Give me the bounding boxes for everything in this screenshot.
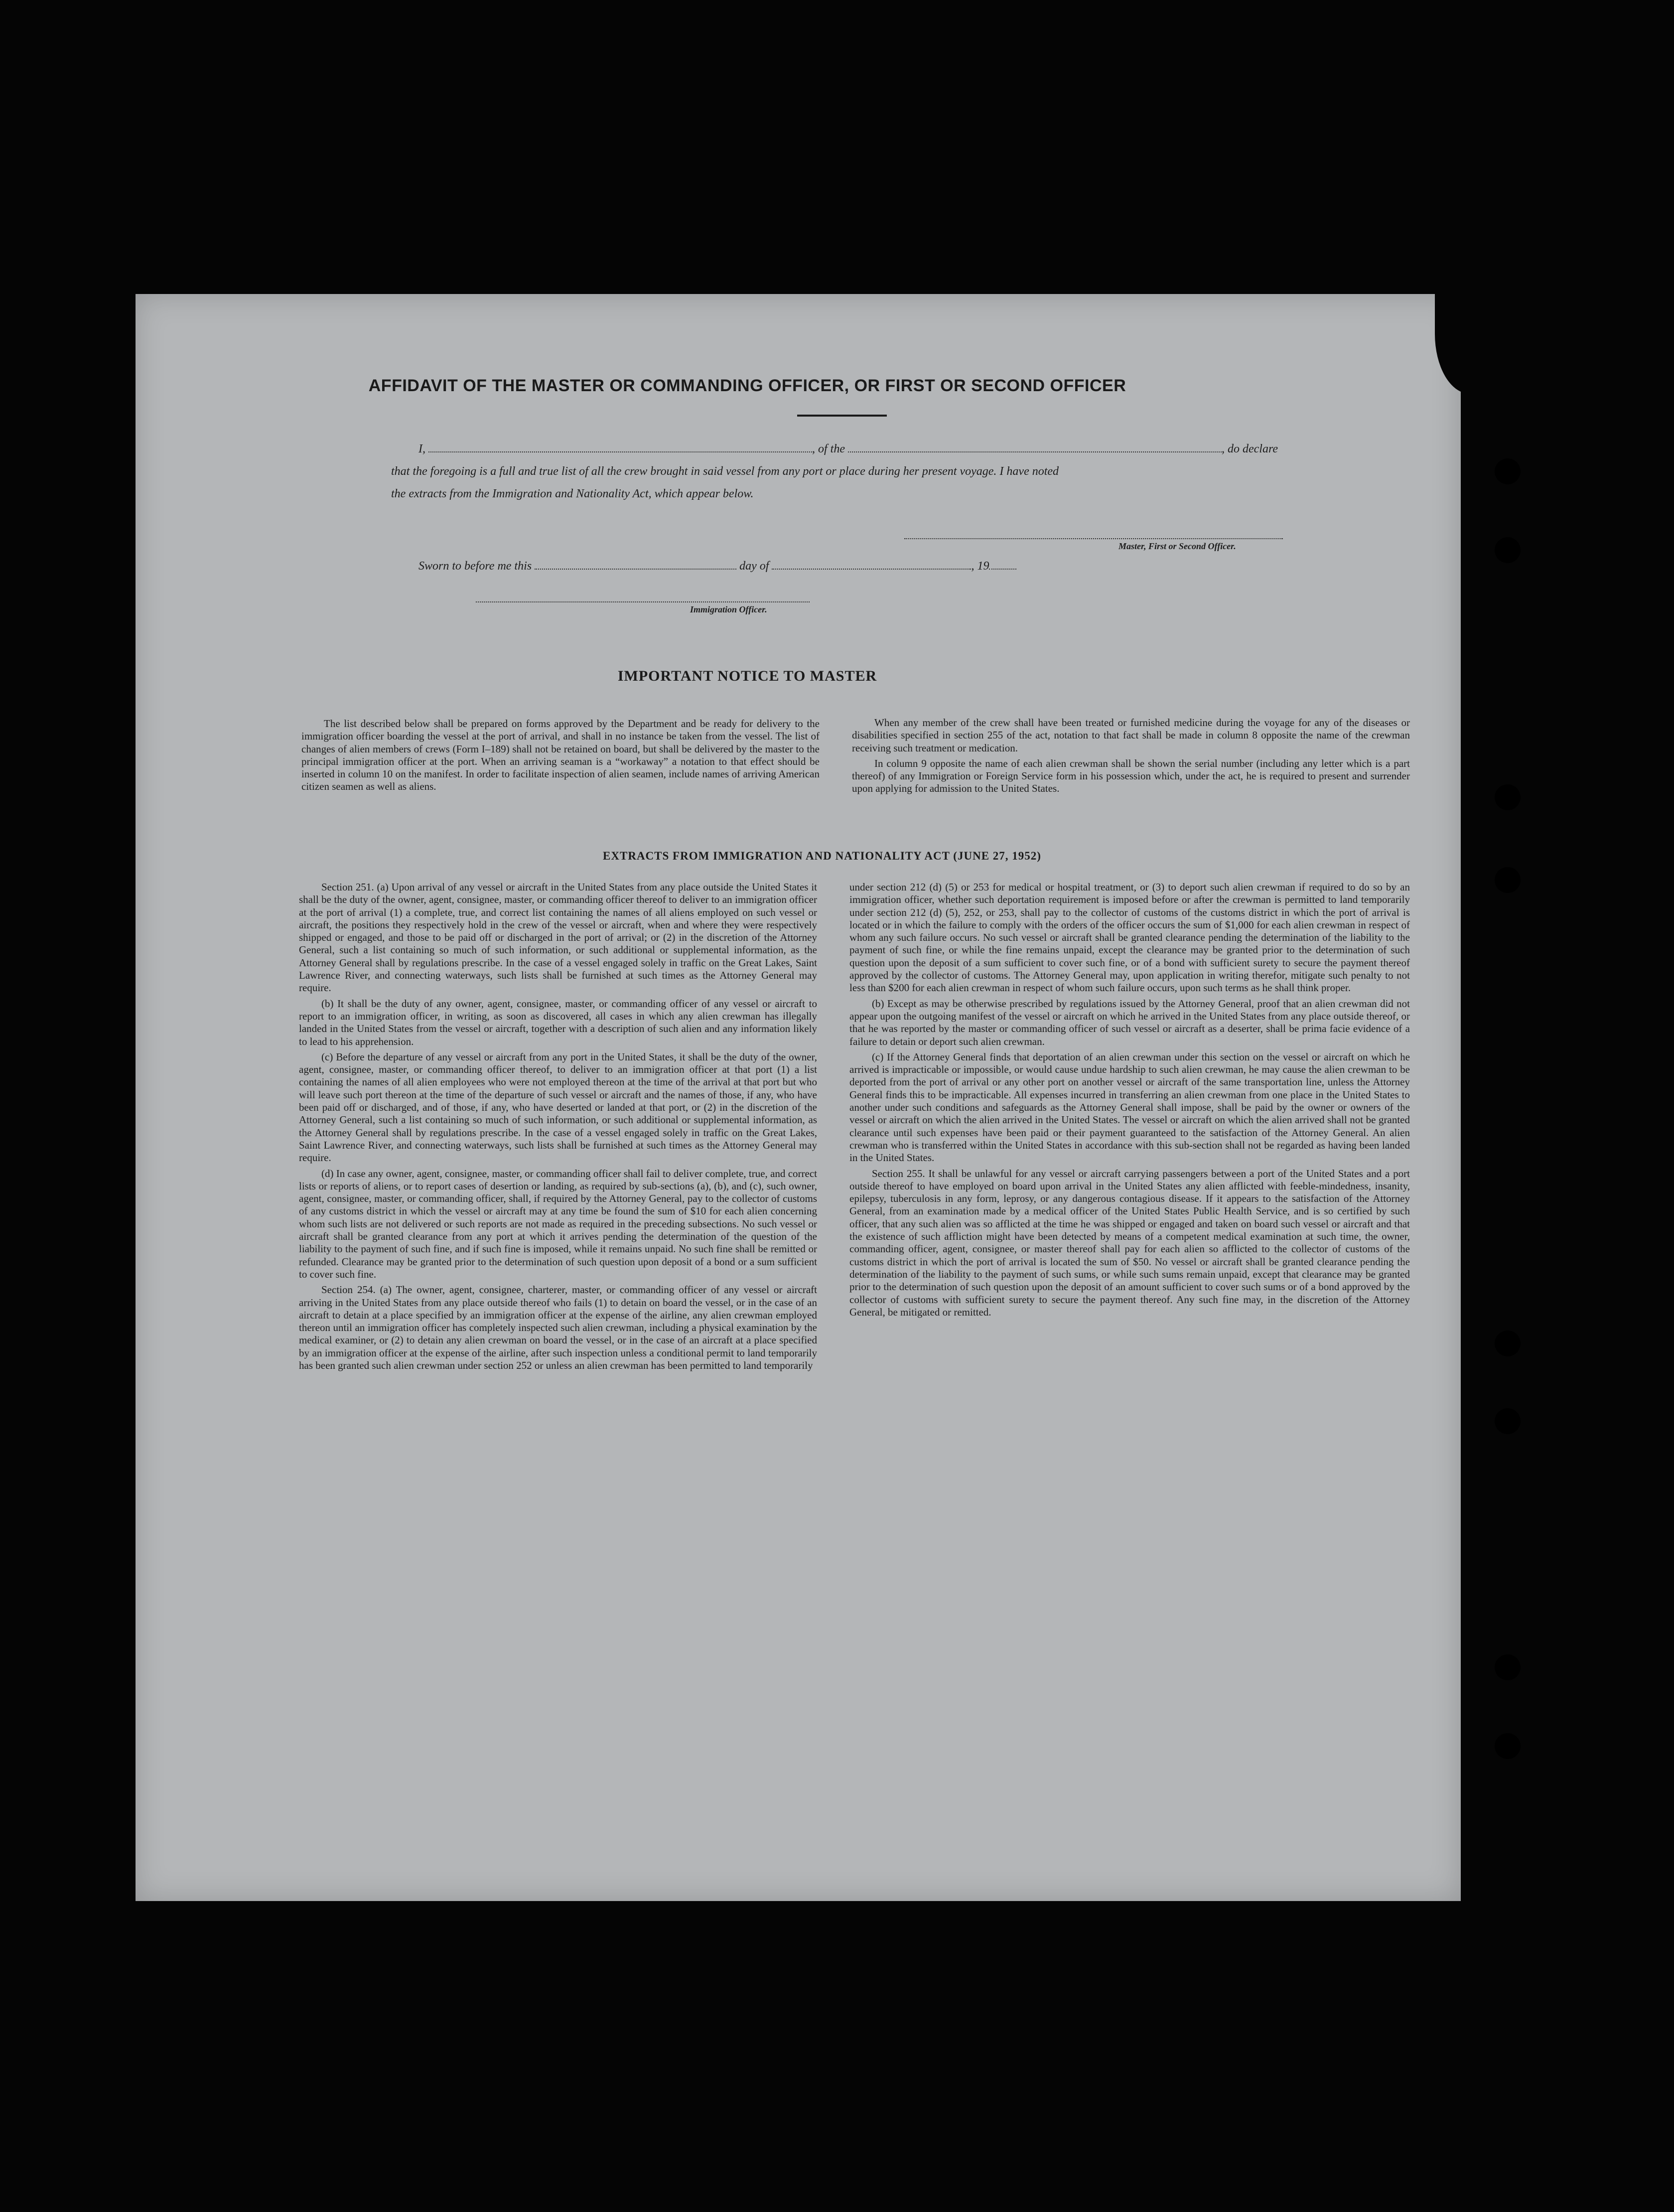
vessel-name-field[interactable] bbox=[848, 442, 1222, 452]
do-declare-label: , do declare bbox=[1222, 442, 1278, 455]
of-the-label: , of the bbox=[812, 442, 845, 455]
title-divider bbox=[797, 415, 887, 417]
notice-paragraph: In column 9 opposite the name of each alien crewman shall be shown the serial number (including any letter which is a part thereof) of any Immigration or Foreign Service form in his possession which, under the act, he is required to present and surrender upon applying for admission to the United States. bbox=[852, 757, 1410, 795]
law-paragraph: Section 254. (a) The owner, agent, consignee, charterer, master, or commanding officer of any vessel or aircraft arriving in the United States from any place outside thereof who fails (1) to detain on board the vessel, or in the case of an aircraft to detain at a place specified by an immigration officer at the expense of the airline, any alien crewman employed thereon until an immigration officer has completely inspected such alien crewman, including a physical examination by the medical examiner, or (2) to detain any alien crewman on board the vessel, or in the case of an aircraft at a place specified by an immigration officer at the expense of the airline, after such inspection unless a conditional permit to land temporarily has been granted such alien crewman under section 252 or unless an alien crewman has been permitted to land temporarily bbox=[299, 1284, 817, 1371]
immigration-officer-signature-line[interactable] bbox=[476, 600, 810, 602]
declaration-line-2: that the foregoing is a full and true list of all the crew brought in said vessel from any port or place during her present voyage. I have noted bbox=[391, 465, 1059, 478]
extracts-right-column bbox=[849, 881, 1410, 1322]
notice-right-column bbox=[852, 717, 1410, 798]
sworn-day-field[interactable] bbox=[535, 560, 736, 570]
punch-hole-icon bbox=[1495, 537, 1521, 563]
law-paragraph: (c) If the Attorney General finds that deportation of an alien crewman under this section on the vessel or aircraft on which he arrived is impracticable or impossible, or would cause undue hardship to such alien crewman, he may cause the alien crewman to be deported from the port of arrival or any other port on another vessel or aircraft of the same transportation line, unless the Attorney General finds this to be impracticable. All expenses incurred in transferring an alien crewman from one place in the United States to another under such conditions and safeguards as the Attorney General shall impose, shall be paid by the owner or owners of the vessel or aircraft on which the alien arrived in the United States. The vessel or aircraft on which the alien arrived shall not be granted clearance until such expenses have been paid or their payment guaranteed to the satisfaction of the Attorney General. An alien crewman who is transferred within the United States in accordance with this sub-section shall not be regarded as having been landed in the United States. bbox=[849, 1050, 1410, 1164]
law-paragraph: (c) Before the departure of any vessel or aircraft from any port in the United States, it shall be the duty of the owner, agent, consignee, master, or commanding officer thereof, to deliver to an immigration officer at that port (1) a list containing the names of all alien employees who were not employed thereon at the time of the arrival at that port but who will leave such port thereon at the time of the departure of such vessel or aircraft and the names of those, if any, who have been paid off or discharged, and of those, if any, who have deserted or landed at that port, or (2) in the discretion of the Attorney General, such a list containing so much of such information, or such additional or supplemental information, as the Attorney General shall by regulations prescribe. In the case of a vessel engaged solely in traffic on the Great Lakes, Saint Lawrence River, and connecting waterways, such lists shall be furnished at such times as the Attorney General may require. bbox=[299, 1050, 817, 1164]
law-paragraph: Section 251. (a) Upon arrival of any vessel or aircraft in the United States from any place outside the United States it shall be the duty of the owner, agent, consignee, master, or commanding officer thereof to deliver to an immigration officer at the port of arrival (1) a complete, true, and correct list containing the names of all aliens employed on such vessel or aircraft, the positions they respectively hold in the crew of the vessel or aircraft, when and where they were respectively shipped or engaged, and those to be paid off or discharged in the port of arrival; or (2) in the discretion of the Attorney General, such a list containing so much of such information, or such additional or supplemental information, as the Attorney General shall by regulations prescribe. In the case of a vessel engaged solely in traffic on the Great Lakes, Saint Lawrence River, and connecting waterways, such lists shall be furnished at such times as the Attorney General may require. bbox=[299, 881, 817, 994]
affidavit-title: AFFIDAVIT OF THE MASTER OR COMMANDING OFFICER, OR FIRST OR SECOND OFFICER bbox=[368, 376, 1126, 395]
punch-hole-icon bbox=[1495, 1654, 1521, 1680]
sworn-line bbox=[418, 560, 1016, 573]
immigration-officer-label: Immigration Officer. bbox=[690, 604, 767, 614]
notice-paragraph: When any member of the crew shall have been treated or furnished medicine during the voyage for any of the diseases or disabilities specified in section 255 of the act, notation to that fact shall be made in column 8 opposite the name of the crewman receiving such treatment or medication. bbox=[852, 717, 1410, 754]
declarant-name-field[interactable] bbox=[428, 442, 812, 452]
sworn-month-field[interactable] bbox=[772, 560, 971, 570]
notice-paragraph: The list described below shall be prepared on forms approved by the Department and be ready for delivery to the immigration officer boarding the vessel at the port of arrival, and shall in no instance be taken from the vessel. The list of changes of alien members of crews (Form I–189) shall not be retained on board, but shall be delivered by the master to the principal immigration officer at the port. When an arriving seaman is a “workaway” a notation to that effect should be inserted in column 10 on the manifest. In order to facilitate inspection of alien seamen, include names of arriving American citizen seamen as well as aliens. bbox=[301, 718, 820, 793]
punch-hole-icon bbox=[1495, 1733, 1521, 1759]
sworn-label: Sworn to before me this bbox=[418, 560, 532, 573]
declarant-prefix: I, bbox=[418, 442, 425, 455]
day-of-label: day of bbox=[739, 560, 769, 573]
law-paragraph: under section 212 (d) (5) or 253 for medical or hospital treatment, or (3) to deport such alien crewman if required to do so by an immigration officer, whether such deportation requirement is imposed before or after the crewman is permitted to land temporarily under section 212 (d) (5), 252, or 253, shall pay to the collector of customs of the customs district in which the port of arrival is located or in which the failure to comply with the orders of the officer occurs the sum of $1,000 for each alien crewman in respect of whom any such failure occurs. No such vessel or aircraft shall be granted clearance pending the determination of the liability to the payment of such fine, or while the fine remains unpaid, except the clearance may be granted prior to the determination of such question upon the deposit of a sum sufficient to cover such fine, or of a bond with sufficient surety to secure the payment thereof approved by the collector of customs. The Attorney General may, upon application in writing therefor, mitigate such penalty to not less than $200 for each alien crewman in respect of whom such failure occurs, upon such terms as he shall think proper. bbox=[849, 881, 1410, 994]
law-paragraph: (b) Except as may be otherwise prescribed by regulations issued by the Attorney General, proof that an alien crewman did not appear upon the outgoing manifest of the vessel or aircraft on which he arrived in the United States from any place outside thereof, or that he was reported by the master or commanding officer of such vessel or aircraft as a deserter, shall be prima facie evidence of a failure to detain or deport such alien crewman. bbox=[849, 997, 1410, 1047]
sworn-year-field[interactable] bbox=[989, 560, 1016, 570]
punch-hole-icon bbox=[1495, 1330, 1521, 1356]
punch-hole-icon bbox=[1495, 867, 1521, 893]
law-paragraph: Section 255. It shall be unlawful for any vessel or aircraft carrying passengers between a port of the United States and a port outside thereof to have employed on board upon arrival in the United States any alien afflicted with feeble-mindedness, insanity, epilepsy, tuberculosis in any form, leprosy, or any dangerous contagious disease. If it appears to the satisfaction of the Attorney General, from an examination made by a medical officer of the United States Public Health Service, and is so certified by such officer, that any such alien was so afflicted at the time he was shipped or engaged and taken on board such vessel or aircraft and that the existence of such affliction might have been detected by means of a competent medical examination at such time, the owner, commanding officer, agent, consignee, or master thereof shall pay for each alien so afflicted to the collector of customs of the customs district in which the port of arrival is located the sum of $50. No vessel or aircraft shall be granted clearance pending the determination of the liability to the payment of such sums, or while such sums remain unpaid, except that clearance may be granted prior to the determination of such question upon the deposit of an amount sufficient to cover such sums or of a bond approved by the collector of customs with sufficient surety to secure the payment thereof. Any such fine may, in the discretion of the Attorney General, be mitigated or remitted. bbox=[849, 1167, 1410, 1318]
master-signature-line[interactable] bbox=[904, 537, 1283, 539]
declaration-line-1 bbox=[418, 442, 1278, 456]
declaration-line-3: the extracts from the Immigration and Nationality Act, which appear below. bbox=[391, 487, 754, 500]
extracts-left-column bbox=[299, 881, 817, 1375]
punch-hole-icon bbox=[1495, 458, 1521, 484]
year-prefix-label: , 19 bbox=[971, 560, 989, 573]
punch-hole-icon bbox=[1495, 1408, 1521, 1434]
master-signature-label: Master, First or Second Officer. bbox=[1118, 541, 1236, 551]
punch-hole-icon bbox=[1495, 784, 1521, 810]
notice-title: IMPORTANT NOTICE TO MASTER bbox=[617, 668, 877, 684]
notice-left-column bbox=[301, 718, 820, 796]
law-paragraph: (d) In case any owner, agent, consignee, master, or commanding officer shall fail to deliver complete, true, and correct lists or reports of aliens, or to report cases of desertion or landing, as required by sub-sections (a), (b), and (c), such owner, agent, consignee, master, or commanding officer, shall, if required by the Attorney General, pay to the collector of customs of any customs district in which the vessel or aircraft may at any time be found the sum of $10 for each alien concerning whom such lists are not delivered or such reports are not made as required in the preceding subsections. No such vessel or aircraft shall be granted clearance from any port at which it arrives pending the determination of the question of the liability to the payment of such fine, and if such fine is imposed, while it remains unpaid. No such fine shall be remitted or refunded. Clearance may be granted prior to the determination of such question upon deposit of a bond or a sum sufficient to cover such fine. bbox=[299, 1167, 817, 1280]
extracts-title: EXTRACTS FROM IMMIGRATION AND NATIONALITY ACT (JUNE 27, 1952) bbox=[603, 850, 1041, 862]
law-paragraph: (b) It shall be the duty of any owner, agent, consignee, master, or commanding officer of any vessel or aircraft to report to an immigration officer, in writing, as soon as discovered, all cases in which any alien crewman has illegally landed in the United States from the vessel or aircraft, together with a description of such alien and any information likely to lead to his apprehension. bbox=[299, 997, 817, 1047]
